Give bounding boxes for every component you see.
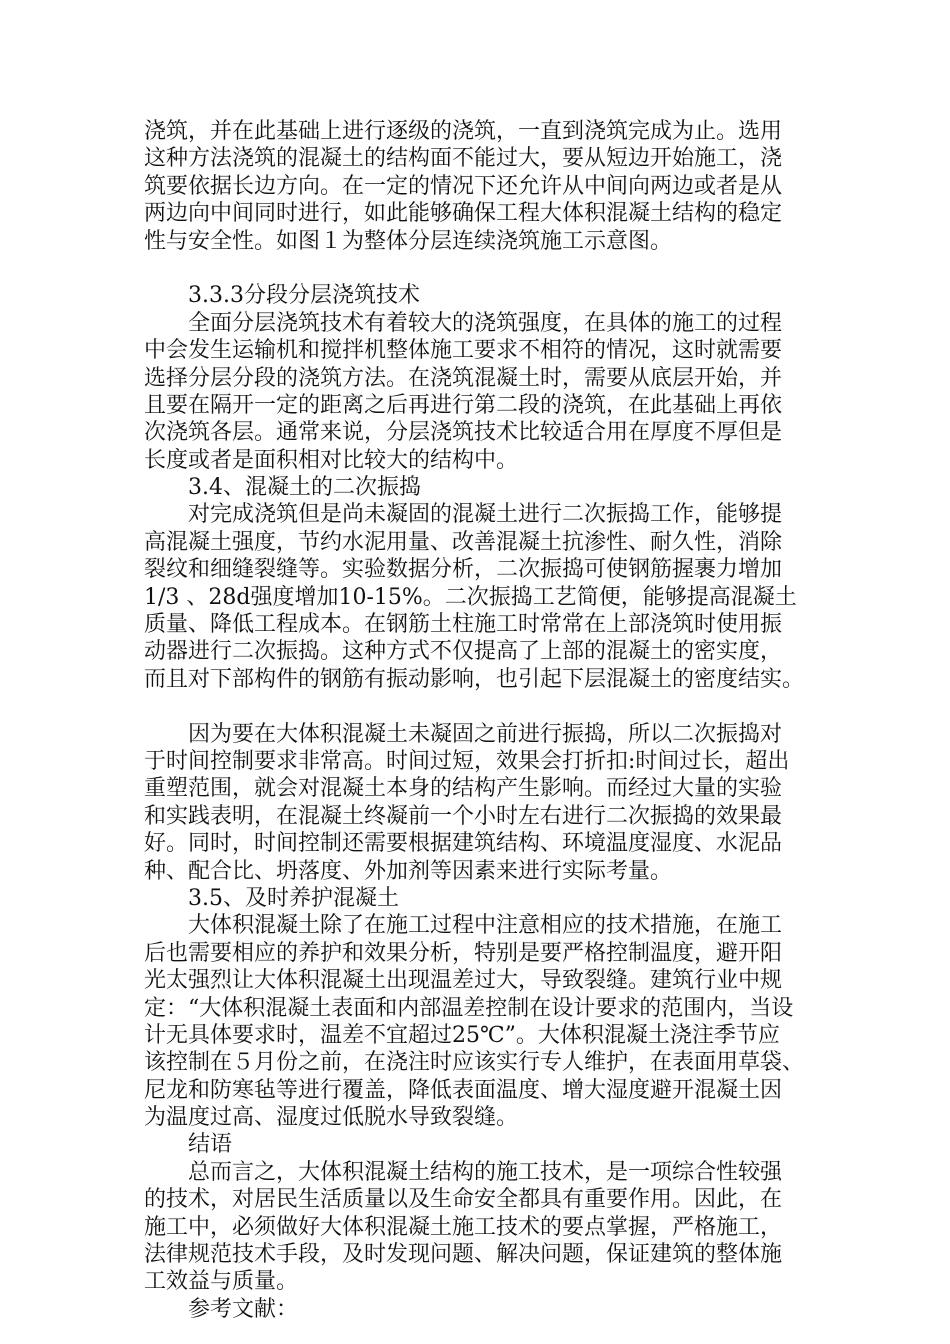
- paragraph-line: 重塑范围，就会对混凝土本身的结构产生影响。而经过大量的实验: [144, 776, 783, 802]
- paragraph-line: 选择分层分段的浇筑方法。在浇筑混凝土时，需要从底层开始，并: [144, 365, 783, 391]
- paragraph-line: 工效益与质量。: [144, 1269, 299, 1295]
- paragraph-line: 该控制在５月份之前，在浇注时应该实行专人维护，在表面用草袋、: [144, 1050, 805, 1076]
- paragraph-line: 光太强烈让大体积混凝土出现温差过大，导致裂缝。建筑行业中规: [144, 968, 783, 994]
- paragraph-line: 总而言之，大体积混凝土结构的施工技术，是一项综合性较强: [188, 1159, 783, 1185]
- paragraph-line: 质量、降低工程成本。在钢筋土柱施工时常常在上部浇筑时使用振: [144, 612, 783, 638]
- paragraph-line: 好。同时，时间控制还需要根据建筑结构、环境温度湿度、水泥品: [144, 831, 783, 857]
- paragraph-line: 施工中，必须做好大体积混凝土施工技术的要点掌握，严格施工，: [144, 1214, 783, 1240]
- paragraph-line: 性与安全性。如图１为整体分层连续浇筑施工示意图。: [144, 228, 673, 254]
- document-body: [144, 118, 814, 1323]
- paragraph-spacer: [144, 693, 814, 720]
- paragraph-line: 次浇筑各层。通常来说，分层浇筑技术比较适合用在厚度不厚但是: [144, 420, 783, 446]
- paragraph-line: 长度或者是面积相对比较大的结构中。: [144, 447, 519, 473]
- section-heading: 结语: [188, 1132, 233, 1158]
- paragraph-line: 裂纹和细缝裂缝等。实验数据分析，二次振捣可使钢筋握裹力增加: [144, 557, 783, 583]
- references-heading: 参考文献：: [188, 1296, 299, 1322]
- paragraph-line: 高混凝土强度，节约水泥用量、改善混凝土抗渗性、耐久性，消除: [144, 529, 783, 555]
- paragraph-line: 尼龙和防寒毡等进行覆盖，降低表面温度、增大湿度避开混凝土因: [144, 1077, 783, 1103]
- section-heading: 3.4、混凝土的二次振捣: [188, 475, 421, 501]
- paragraph-line: 筑要依据长边方向。在一定的情况下还允许从中间向两边或者是从: [144, 173, 783, 199]
- section-heading: 3.3.3分段分层浇筑技术: [188, 283, 420, 309]
- paragraph-line: 两边向中间同时进行，如此能够确保工程大体积混凝土结构的稳定: [144, 201, 783, 227]
- paragraph-line: 动器进行二次振捣。这种方式不仅提高了上部的混凝土的密实度，: [144, 639, 783, 665]
- paragraph-line: 浇筑，并在此基础上进行逐级的浇筑，一直到浇筑完成为止。选用: [144, 119, 783, 144]
- section-heading: 3.5、及时养护混凝土: [188, 885, 399, 911]
- paragraph-line: 全面分层浇筑技术有着较大的浇筑强度，在具体的施工的过程: [188, 310, 783, 336]
- paragraph-line: 计无具体要求时，温差不宜超过25℃”。大体积混凝土浇注季节应: [144, 1022, 780, 1048]
- paragraph-line: 的技术，对居民生活质量以及生命安全都具有重要作用。因此，在: [144, 1187, 783, 1213]
- paragraph-line: 大体积混凝土除了在施工过程中注意相应的技术措施，在施工: [188, 913, 783, 939]
- paragraph-line: 和实践表明，在混凝土终凝前一个小时左右进行二次振捣的效果最: [144, 803, 783, 829]
- paragraph-line: 中会发生运输机和搅拌机整体施工要求不相符的情况，这时就需要: [144, 338, 783, 364]
- paragraph-line: 于时间控制要求非常高。时间过短，效果会打折扣:时间过长，超出: [144, 748, 790, 774]
- paragraph-line: 因为要在大体积混凝土未凝固之前进行振捣，所以二次振捣对: [188, 721, 783, 747]
- paragraph-line: 种、配合比、坍落度、外加剂等因素来进行实际考量。: [144, 858, 673, 884]
- paragraph-line: 后也需要相应的养护和效果分析，特别是要严格控制温度，避开阳: [144, 940, 783, 966]
- paragraph-line: 这种方法浇筑的混凝土的结构面不能过大，要从短边开始施工，浇: [144, 146, 783, 172]
- paragraph-line: 对完成浇筑但是尚未凝固的混凝土进行二次振捣工作，能够提: [188, 502, 783, 528]
- paragraph-line: 为温度过高、湿度过低脱水导致裂缝。: [144, 1105, 519, 1131]
- paragraph-line: 1/3 、28d强度增加10-15%。二次振捣工艺简便，能够提高混凝土: [144, 584, 797, 610]
- paragraph-line: 定：“大体积混凝土表面和内部温差控制在设计要求的范围内，当设: [144, 995, 794, 1021]
- paragraph-line: 且要在隔开一定的距离之后再进行第二段的浇筑，在此基础上再依: [144, 392, 783, 418]
- paragraph-line: 而且对下部构件的钢筋有振动影响，也引起下层混凝土的密度结实。: [144, 666, 805, 692]
- paragraph-spacer: [144, 255, 814, 282]
- paragraph-line: 法律规范技术手段，及时发现问题、解决问题，保证建筑的整体施: [144, 1242, 783, 1268]
